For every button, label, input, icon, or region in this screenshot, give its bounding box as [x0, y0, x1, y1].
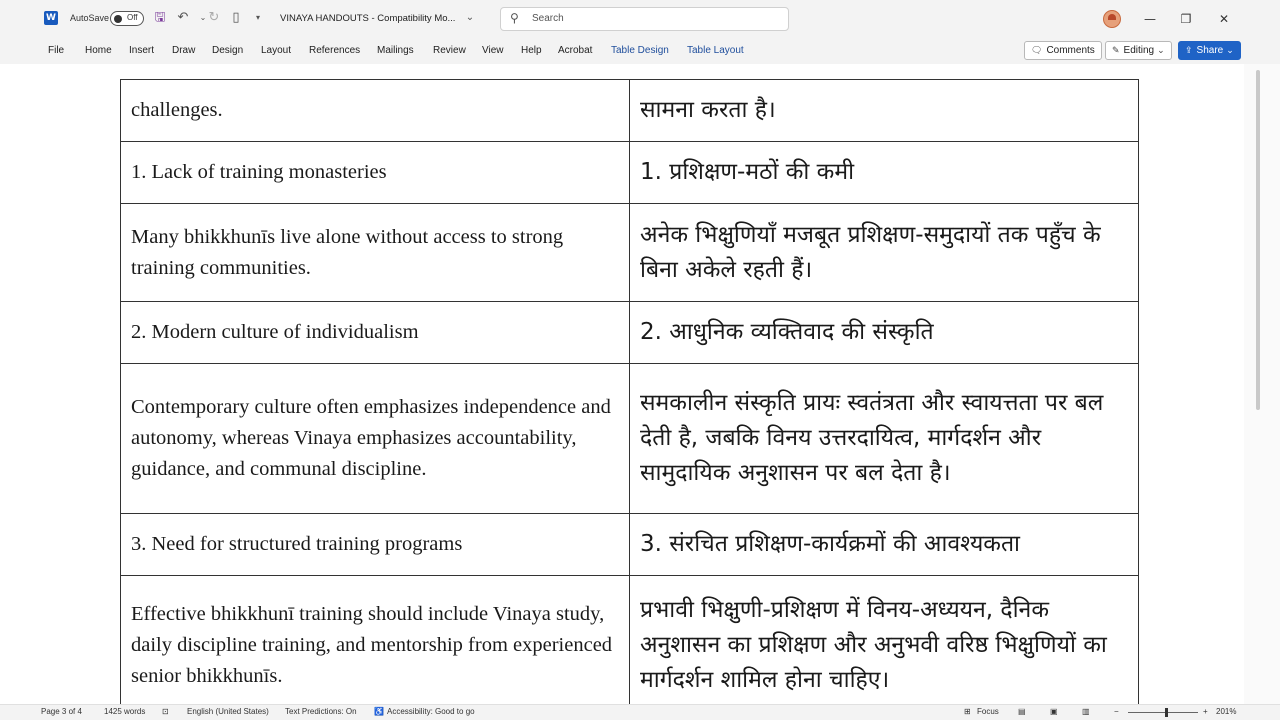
hindi-cell[interactable]: प्रभावी भिक्षुणी-प्रशिक्षण में विनय-अध्ययन, दैनिक अनुशासन का प्रशिक्षण और अनुभवी वरिष्ठ भिक्षुणियों का मार्गदर्शन शामिल होना चाहिए। [630, 576, 1139, 716]
table-row[interactable] [121, 576, 1139, 716]
save-icon[interactable]: 🖫 [154, 10, 166, 25]
comment-icon: 🗨 [1031, 45, 1043, 55]
ribbon-tabs [0, 38, 1280, 64]
language[interactable]: English (United States) [187, 707, 269, 716]
zoom-level[interactable]: 201% [1216, 707, 1237, 716]
share-button[interactable] [1178, 41, 1241, 60]
read-mode-icon[interactable]: ▤ [1018, 707, 1026, 716]
hindi-cell[interactable]: 2. आधुनिक व्यक्तिवाद की संस्कृति [630, 302, 1139, 364]
table-row[interactable] [121, 302, 1139, 364]
accessibility-icon: ♿ [374, 707, 384, 716]
tab-file[interactable]: File [48, 45, 65, 56]
english-cell[interactable]: 2. Modern culture of individualism [121, 302, 630, 364]
bilingual-table[interactable] [120, 79, 1139, 716]
tab-acrobat[interactable]: Acrobat [558, 45, 593, 56]
comments-button[interactable] [1024, 41, 1102, 60]
restore-icon[interactable]: ❐ [1180, 12, 1192, 26]
english-cell[interactable]: 1. Lack of training monasteries [121, 142, 630, 204]
english-cell[interactable]: 3. Need for structured training programs [121, 514, 630, 576]
hindi-cell[interactable]: सामना करता है। [630, 80, 1139, 142]
chevron-down-icon: ⌄ [1157, 45, 1165, 55]
tab-insert[interactable]: Insert [129, 45, 155, 56]
tab-references[interactable]: References [309, 45, 361, 56]
tab-table-layout[interactable]: Table Layout [687, 45, 744, 56]
hindi-cell[interactable]: अनेक भिक्षुणियाँ मजबूत प्रशिक्षण-समुदायों तक पहुँच के बिना अकेले रहती हैं। [630, 204, 1139, 302]
text-predictions[interactable]: Text Predictions: On [285, 707, 357, 716]
share-chevron-down-icon: ⌄ [1226, 45, 1234, 55]
document-title[interactable]: VINAYA HANDOUTS - Compatibility Mo... [280, 13, 456, 24]
zoom-out-icon[interactable]: − [1114, 707, 1119, 716]
page-count[interactable]: Page 3 of 4 [41, 707, 82, 716]
table-row[interactable] [121, 80, 1139, 142]
word-logo-icon: W [44, 11, 58, 25]
focus-button[interactable]: Focus [977, 707, 999, 716]
share-label: Share [1196, 45, 1224, 56]
customize-toolbar-icon[interactable]: ▾ [255, 13, 260, 22]
search-input[interactable] [500, 7, 789, 31]
print-layout-icon[interactable]: ▣ [1050, 707, 1058, 716]
table-row[interactable] [121, 514, 1139, 576]
table-row[interactable] [121, 204, 1139, 302]
new-doc-icon[interactable]: ▯ [232, 10, 240, 25]
close-icon[interactable]: ✕ [1218, 12, 1230, 26]
title-bar [0, 0, 1280, 38]
scrollbar-thumb[interactable] [1256, 70, 1260, 410]
tab-draw[interactable]: Draw [172, 45, 196, 56]
web-layout-icon[interactable]: ▥ [1082, 707, 1090, 716]
editing-mode-button[interactable] [1105, 41, 1172, 60]
status-bar [0, 704, 1280, 720]
english-cell[interactable]: Contemporary culture often emphasizes independence and autonomy, whereas Vinaya emphasizes accountability, guidance, and communal discipline. [121, 364, 630, 514]
focus-icon: ⊞ [964, 707, 971, 716]
comments-label: Comments [1046, 45, 1095, 56]
zoom-slider-thumb[interactable] [1165, 708, 1168, 717]
word-count[interactable]: 1425 words [104, 707, 146, 716]
english-cell[interactable]: challenges. [121, 80, 630, 142]
tab-layout[interactable]: Layout [261, 45, 292, 56]
redo-icon[interactable]: ↻ [208, 10, 220, 25]
undo-dropdown-icon[interactable]: ⌄ [199, 13, 207, 22]
autosave-state: Off [127, 13, 138, 22]
minimize-icon[interactable]: — [1144, 12, 1156, 26]
user-avatar[interactable] [1103, 10, 1121, 28]
accessibility-status[interactable]: Accessibility: Good to go [387, 707, 475, 716]
search-icon: ⚲ [510, 11, 519, 25]
search-placeholder: Search [532, 13, 564, 24]
table-row[interactable] [121, 364, 1139, 514]
editing-label: Editing [1123, 45, 1155, 56]
pencil-icon: ✎ [1112, 45, 1120, 55]
hindi-cell[interactable]: समकालीन संस्कृति प्रायः स्वतंत्रता और स्वायत्तता पर बल देती है, जबकि विनय उत्तरदायित्व, मार्गदर्शन और सामुदायिक अनुशासन पर बल देता है। [630, 364, 1139, 514]
tab-mailings[interactable]: Mailings [377, 45, 414, 56]
autosave-label: AutoSave [70, 13, 110, 23]
vertical-scrollbar[interactable] [1244, 64, 1280, 704]
autosave-toggle[interactable] [110, 11, 144, 26]
share-icon: ⇪ [1185, 45, 1193, 55]
table-row[interactable] [121, 142, 1139, 204]
title-chevron-down-icon[interactable]: ⌄ [465, 12, 475, 23]
english-cell[interactable]: Effective bhikkhunī training should include Vinaya study, daily discipline training, and mentorship from experienced senior bhikkhunīs. [121, 576, 630, 716]
toggle-knob [114, 15, 122, 23]
zoom-in-icon[interactable]: + [1203, 707, 1208, 716]
hindi-cell[interactable]: 3. संरचित प्रशिक्षण-कार्यक्रमों की आवश्यकता [630, 514, 1139, 576]
tab-review[interactable]: Review [433, 45, 466, 56]
tab-table-design[interactable]: Table Design [611, 45, 669, 56]
tab-design[interactable]: Design [212, 45, 244, 56]
english-cell[interactable]: Many bhikkhunīs live alone without access to strong training communities. [121, 204, 630, 302]
hindi-cell[interactable]: 1. प्रशिक्षण-मठों की कमी [630, 142, 1139, 204]
zoom-slider[interactable] [1128, 712, 1198, 713]
tab-home[interactable]: Home [85, 45, 112, 56]
undo-icon[interactable]: ↶ [177, 10, 189, 25]
tab-help[interactable]: Help [521, 45, 542, 56]
proofing-icon[interactable]: ⊡ [162, 707, 169, 716]
tab-view[interactable]: View [482, 45, 504, 56]
